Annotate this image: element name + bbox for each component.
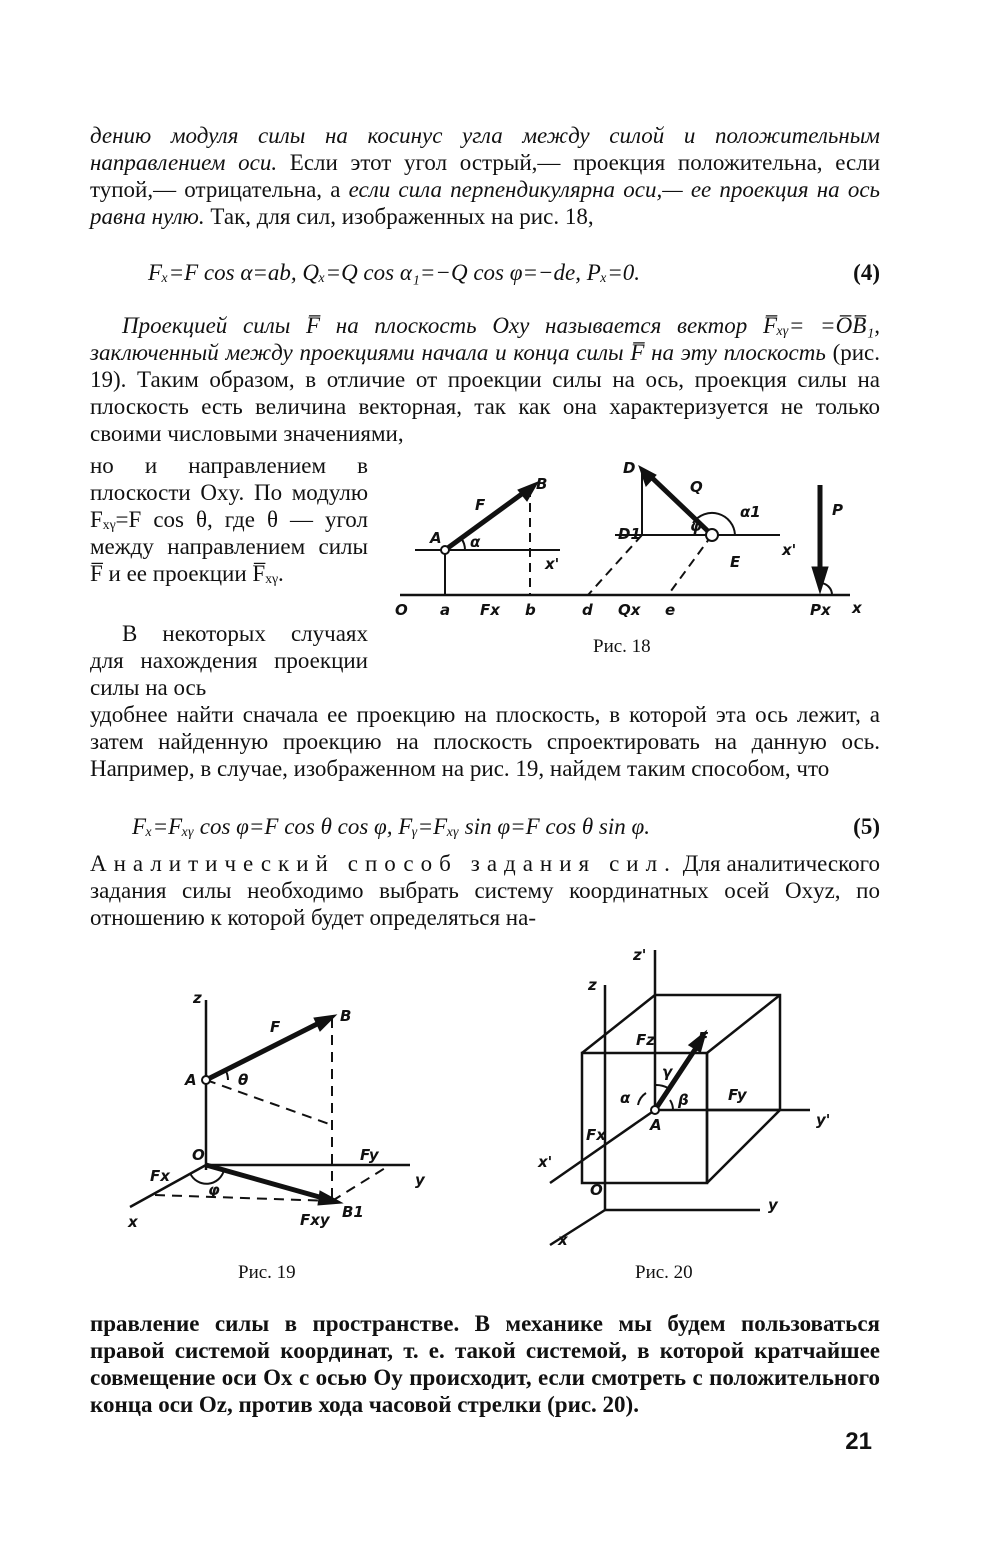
fig18-label-Fx: Fx — [480, 601, 500, 619]
fig18-label-F: F — [475, 496, 486, 514]
fig20-angle-gamma — [655, 1085, 668, 1088]
fig18-caption: Рис. 18 — [593, 636, 651, 657]
fig20-label-y: y — [768, 1196, 778, 1214]
fig18-label-P: P — [832, 501, 843, 519]
fig20-point-A — [651, 1106, 659, 1114]
fig20-label-z1: z' — [633, 946, 647, 964]
fig20-label-z: z — [588, 976, 597, 994]
fig18-angle-alpha — [461, 538, 465, 550]
fig19-point-A — [202, 1076, 210, 1084]
fig18-label-E: E — [730, 553, 741, 571]
fig19-projection-line — [206, 1080, 332, 1125]
equation-4-expression: Fₓ=F cos α=ab, Qₓ=Q cos α₁=−Q cos φ=−de, Pₓ=0. — [148, 260, 641, 285]
equation-4 — [90, 258, 880, 288]
fig20-caption: Рис. 20 — [635, 1262, 693, 1283]
fig20-label-Fy: Fy — [728, 1086, 747, 1104]
fig20-label-Fz: Fz — [636, 1031, 655, 1049]
fig18-label-B: B — [536, 475, 548, 493]
sign-rule-text: Если этот угол острый,— проекция положительна, если тупой,— отрицательна, а — [90, 150, 880, 202]
page-number: 21 — [845, 1428, 872, 1455]
fig18-label-D: D — [623, 459, 636, 477]
fig20-label-beta: β — [678, 1091, 689, 1109]
paragraph-method — [90, 701, 880, 782]
fig19-label-y: y — [415, 1171, 425, 1189]
fig18-label-x: x — [852, 599, 862, 617]
fig19-label-Fxy: Fxy — [300, 1211, 330, 1229]
figure-18 — [390, 455, 880, 665]
fig20-box-edge-2 — [707, 995, 780, 1053]
paragraph-analytic — [90, 850, 880, 931]
fig18-label-alpha: α — [470, 533, 481, 551]
fig19-label-Fx: Fx — [150, 1167, 170, 1185]
fig18-label-Q: Q — [690, 478, 703, 496]
fig18-force-F — [445, 488, 530, 550]
fig20-label-F: F — [698, 1029, 709, 1047]
fig19-label-A: A — [185, 1071, 197, 1089]
fig18-label-x2: x' — [782, 541, 797, 559]
fig18-label-Qx: Qx — [618, 601, 641, 619]
fig19-label-B: B — [340, 1007, 352, 1025]
perpendicular-rule-text: если сила перпендикулярна оси,— ее проекция на ось равна нулю. — [90, 177, 880, 229]
definition-text: дению модуля силы на косинус угла между силой и положительным направлением оси. — [90, 123, 880, 175]
fig18-proj-e — [668, 535, 712, 595]
fig18-label-D1: D1 — [618, 525, 641, 543]
paragraph-projection-on-axis — [90, 122, 880, 230]
modulus-text: но и направлением в плоскости Oxy. По модулю Fₓᵧ=F cos θ, где θ — угол между направлением силы F̅ и ее проекции F̅ₓᵧ. — [90, 453, 368, 586]
equation-5 — [90, 812, 880, 842]
fig18-arrowhead-F — [518, 482, 538, 501]
paragraph-projection-on-plane — [90, 312, 880, 447]
fig20-label-x1: x' — [538, 1153, 553, 1171]
fig20-label-Fx: Fx — [586, 1126, 606, 1144]
fig19-label-z: z — [193, 989, 202, 1007]
fig19-label-theta: θ — [238, 1071, 249, 1089]
figure-20 — [530, 945, 860, 1250]
paragraph-right-system — [90, 1310, 880, 1418]
fig18-label-a: a — [440, 601, 451, 619]
fig18-label-A: A — [430, 529, 442, 547]
fig18-label-d: d — [582, 601, 593, 619]
example-intro-text: Так, для сил, изображенных на рис. 18, — [204, 204, 594, 229]
some-cases-text: В некоторых случаях для нахождения проекции силы на ось — [90, 621, 368, 700]
fig19-caption: Рис. 19 — [238, 1262, 296, 1283]
fig18-label-x1: x' — [545, 555, 560, 573]
section-heading: Аналитический способ задания сил. — [90, 851, 677, 876]
fig20-angle-alpha — [638, 1093, 646, 1105]
fig19-y-proj-line — [332, 1165, 390, 1201]
fig19-label-F: F — [270, 1018, 281, 1036]
fig18-point-E — [706, 529, 718, 541]
fig18-label-phi: φ — [690, 517, 702, 535]
fig19-x-proj-line — [155, 1195, 332, 1201]
fig18-proj-d — [588, 535, 642, 595]
fig20-angle-beta — [670, 1100, 673, 1110]
fig18-point-A — [441, 546, 449, 554]
fig20-x1-axis — [550, 1110, 655, 1183]
equation-5-number: (5) — [853, 814, 880, 839]
fig20-label-O: O — [590, 1181, 603, 1199]
fig19-label-x: x — [128, 1213, 138, 1231]
plane-projection-definition: Проекцией силы F̅ на плоскость Oxy называется вектор F̅ₓᵧ= =O̅B̅₁, заключенный между проекциями начала и конца силы F̅ на эту плоскость — [90, 313, 880, 365]
equation-4-number: (4) — [853, 260, 880, 285]
fig20-label-y1: y' — [816, 1111, 831, 1129]
paragraph-modulus — [90, 452, 368, 587]
right-system-text: правление силы в пространстве. В механике мы будем пользоваться правой системой координат, т. е. такой системой, в которой кратчайшее совмещение оси Ox с осью Oy происходит, если смотреть с положительного конца оси Oz, против хода часовой стрелки (рис. 20). — [90, 1311, 880, 1417]
analytic-text: Для аналитического задания силы необходимо выбрать систему координатных осей Oxyz, по отношению к которой будет определяться на- — [90, 851, 880, 930]
fig20-box-back — [655, 995, 780, 1183]
fig18-label-b: b — [525, 601, 536, 619]
fig18-arrowhead-P — [812, 567, 828, 593]
fig19-label-O: O — [192, 1146, 205, 1164]
plane-projection-explanation: (рис. 19). Таким образом, в отличие от проекции силы на ось, проекция силы на плоскость есть величина векторная, так как она характеризуется не только своими числовыми значениями, — [90, 340, 880, 446]
fig19-label-Fy: Fy — [360, 1146, 379, 1164]
fig19-force-F — [206, 1020, 325, 1080]
fig20-label-x: x — [558, 1231, 568, 1249]
method-text: удобнее найти сначала ее проекцию на плоскость, в которой эта ось лежит, а затем найденную проекцию на плоскость спроектировать на данную ось. Например, в случае, изображенном на рис. 19, найдем таким способом, что — [90, 702, 880, 781]
paragraph-some-cases — [90, 620, 368, 701]
fig19-angle-theta — [226, 1071, 228, 1080]
fig20-label-alpha: α — [620, 1089, 631, 1107]
fig18-label-Px: Px — [810, 601, 831, 619]
fig20-label-gamma: γ — [662, 1063, 673, 1081]
fig18-label-O: O — [395, 601, 408, 619]
fig19-label-phi: φ — [208, 1181, 220, 1199]
fig20-label-A: A — [650, 1116, 662, 1134]
fig18-label-e: e — [665, 601, 676, 619]
fig19-label-B1: B1 — [342, 1203, 364, 1221]
equation-5-expression: Fₓ=Fₓᵧ cos φ=F cos θ cos φ, Fᵧ=Fₓᵧ sin φ=F cos θ sin φ. — [132, 814, 650, 839]
figure-19 — [120, 985, 450, 1255]
fig18-label-alpha1: α1 — [740, 503, 761, 521]
